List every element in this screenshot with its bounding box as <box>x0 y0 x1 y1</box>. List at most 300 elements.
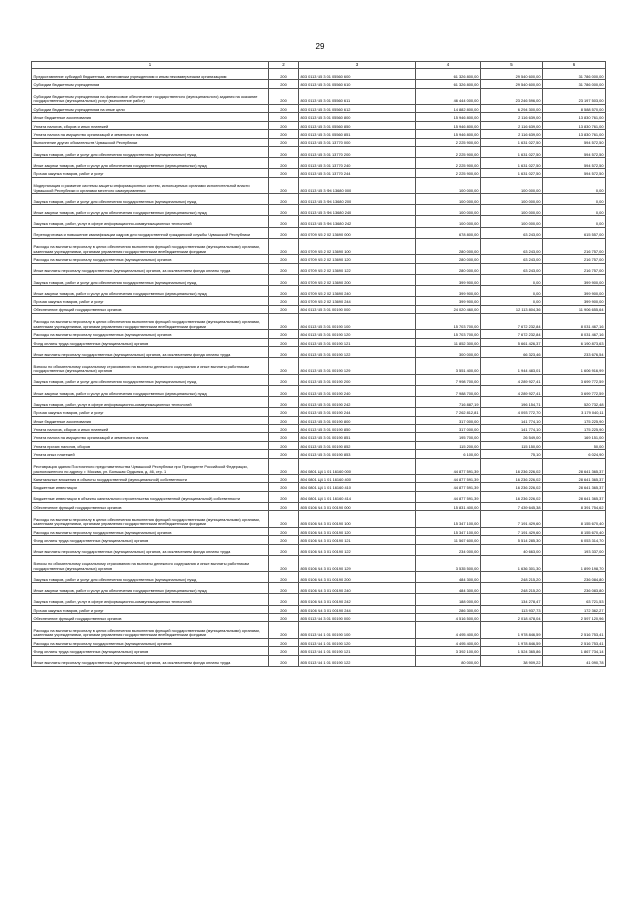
approved-amount-cell: 14 882 800,00 <box>416 104 481 112</box>
approved-amount-cell: 2 225 900,00 <box>416 138 481 146</box>
approved-amount-cell: 286 300,00 <box>416 605 481 613</box>
line-code-cell: 200 <box>269 655 299 666</box>
unexecuted-amount-cell: 172 362,27 <box>543 605 606 613</box>
classification-code-cell: 803 0113 Ч5 3 01 13770 244 <box>299 169 416 177</box>
approved-amount-cell: 3 551 400,00 <box>416 358 481 374</box>
row-name-cell: Уплата налога на имущество организаций и земельного налога <box>32 433 269 441</box>
row-name-cell: Иные выплаты персоналу государственных (муниципальных) органов, за исключением фонда оплаты труда <box>32 347 269 358</box>
table-row <box>32 297 606 305</box>
approved-amount-cell: 678 800,00 <box>416 227 481 238</box>
classification-code-cell: 804 0113 Ч5 3 01 00190 850 <box>299 425 416 433</box>
line-code-cell: 200 <box>269 638 299 646</box>
column-header: 3 <box>299 62 416 69</box>
unexecuted-amount-cell: 1 867 734,14 <box>543 647 606 655</box>
executed-amount-cell: 1 631 027,50 <box>481 138 543 146</box>
classification-code-cell: 803 0709 Ч5 2 02 13690 200 <box>299 274 416 285</box>
unexecuted-amount-cell: 3 699 772,59 <box>543 374 606 385</box>
approved-amount-cell: 484 300,00 <box>416 583 481 594</box>
row-name-cell: Расходы на выплаты персоналу в целях обеспечения выполнения функций государственными (муниципальными) органами, казенными учреждениями, органами управления государственными внебюджетными фондами <box>32 238 269 254</box>
row-name-cell: Выполнение других обязательств Чувашской Республики <box>32 138 269 146</box>
row-name-cell: Закупка товаров, работ и услуг для обеспечения государственных (муниципальных) нужд <box>32 194 269 205</box>
table-row <box>32 491 606 502</box>
line-code-cell: 200 <box>269 216 299 227</box>
table-header-row <box>32 62 606 69</box>
row-name-cell: Уплата налогов, сборов и иных платежей <box>32 425 269 433</box>
row-name-cell: Субсидии бюджетным учреждениям на иные цели <box>32 104 269 112</box>
line-code-cell: 200 <box>269 572 299 583</box>
approved-amount-cell: 716 887,19 <box>416 397 481 408</box>
approved-amount-cell: 317 000,00 <box>416 425 481 433</box>
approved-amount-cell: 2 225 900,00 <box>416 158 481 169</box>
classification-code-cell: 805 0113 Ч4 1 01 00190 122 <box>299 655 416 666</box>
table-row <box>32 305 606 313</box>
classification-code-cell: 804 0113 Ч5 3 01 00190 000 <box>299 305 416 313</box>
table-row <box>32 555 606 571</box>
row-name-cell: Фонд оплаты труда государственных (муниципальных) органов <box>32 647 269 655</box>
approved-amount-cell: 11 567 600,00 <box>416 536 481 544</box>
line-code-cell: 200 <box>269 408 299 416</box>
table-row <box>32 177 606 193</box>
column-header: 1 <box>32 62 269 69</box>
classification-code-cell: 803 0113 Ч5 3 01 05560 611 <box>299 88 416 104</box>
classification-code-cell: 804 0113 Ч5 3 01 00190 851 <box>299 433 416 441</box>
line-code-cell: 200 <box>269 347 299 358</box>
row-name-cell: Иные закупки товаров, работ и услуг для обеспечения государственных (муниципальных) нужд <box>32 285 269 296</box>
line-code-cell: 200 <box>269 177 299 193</box>
approved-amount-cell: 3 392 100,00 <box>416 647 481 655</box>
line-code-cell: 200 <box>269 647 299 655</box>
executed-amount-cell: 26 549,00 <box>481 433 543 441</box>
table-row <box>32 475 606 483</box>
executed-amount-cell: 63 243,00 <box>481 227 543 238</box>
line-code-cell: 200 <box>269 305 299 313</box>
table-row <box>32 263 606 274</box>
executed-amount-cell: 2 018 478,04 <box>481 614 543 622</box>
approved-amount-cell: 300 000,00 <box>416 347 481 358</box>
table-row <box>32 274 606 285</box>
classification-code-cell: 803 0113 Ч5 3 Ф4 13680 242 <box>299 216 416 227</box>
unexecuted-amount-cell: 2 516 753,41 <box>543 638 606 646</box>
table-row <box>32 69 606 80</box>
approved-amount-cell: 399 900,00 <box>416 274 481 285</box>
row-name-cell: Закупка товаров, работ, услуг в сфере информационно-коммуникационных технологий <box>32 397 269 408</box>
executed-amount-cell: 23 246 596,00 <box>481 88 543 104</box>
approved-amount-cell: 4 495 400,00 <box>416 638 481 646</box>
unexecuted-amount-cell: 31 786 000,00 <box>543 69 606 80</box>
table-row <box>32 583 606 594</box>
table-row <box>32 605 606 613</box>
table-row <box>32 338 606 346</box>
row-name-cell: Уплата налога на имущество организаций и земельного налога <box>32 130 269 138</box>
executed-amount-cell: 16 236 226,02 <box>481 491 543 502</box>
unexecuted-amount-cell: 216 757,00 <box>543 255 606 263</box>
line-code-cell: 200 <box>269 483 299 491</box>
table-row <box>32 450 606 458</box>
table-row <box>32 169 606 177</box>
unexecuted-amount-cell: 13 830 761,00 <box>543 130 606 138</box>
column-header: 5 <box>481 62 543 69</box>
executed-amount-cell: 2 116 639,00 <box>481 121 543 129</box>
executed-amount-cell: 38 909,22 <box>481 655 543 666</box>
line-code-cell: 200 <box>269 138 299 146</box>
line-code-cell: 200 <box>269 80 299 88</box>
executed-amount-cell: 16 236 226,02 <box>481 483 543 491</box>
table-row <box>32 638 606 646</box>
executed-amount-cell: 63 243,00 <box>481 255 543 263</box>
line-code-cell: 200 <box>269 594 299 605</box>
classification-code-cell: 804 0801 Ц4 1 01 16160 410 <box>299 483 416 491</box>
table-row <box>32 121 606 129</box>
row-name-cell: Бюджетные инвестиции <box>32 483 269 491</box>
approved-amount-cell: 6 100,00 <box>416 450 481 458</box>
row-name-cell: Прочая закупка товаров, работ и услуг <box>32 297 269 305</box>
line-code-cell: 200 <box>269 205 299 216</box>
table-row <box>32 80 606 88</box>
row-name-cell: Иные выплаты персоналу государственных (муниципальных) органов, за исключением фонда оплаты труда <box>32 544 269 555</box>
approved-amount-cell: 46 444 000,00 <box>416 88 481 104</box>
classification-code-cell: 803 0113 Ч5 3 01 05560 800 <box>299 113 416 121</box>
unexecuted-amount-cell: 8 031 467,16 <box>543 330 606 338</box>
row-name-cell: Иные закупки товаров, работ и услуг для обеспечения государственных (муниципальных) нужд <box>32 385 269 396</box>
row-name-cell: Иные бюджетные ассигнования <box>32 113 269 121</box>
unexecuted-amount-cell: 236 083,80 <box>543 583 606 594</box>
classification-code-cell: 803 0113 Ч5 3 01 05560 612 <box>299 104 416 112</box>
line-code-cell: 200 <box>269 227 299 238</box>
classification-code-cell: 803 0113 Ч5 3 Ф4 13680 000 <box>299 177 416 193</box>
row-name-cell: Субсидии бюджетным учреждениям на финансовое обеспечение государственного (муниципального) задания на оказание государственных (муниципальных) услуг (выполнение работ) <box>32 88 269 104</box>
approved-amount-cell: 100 000,00 <box>416 177 481 193</box>
unexecuted-amount-cell: 236 084,80 <box>543 572 606 583</box>
executed-amount-cell: 196 154,71 <box>481 397 543 408</box>
table-row <box>32 544 606 555</box>
unexecuted-amount-cell: 193 337,00 <box>543 544 606 555</box>
executed-amount-cell: 134 278,47 <box>481 594 543 605</box>
executed-amount-cell: 141 774,10 <box>481 416 543 424</box>
row-name-cell: Расходы на выплаты персоналу в целях обеспечения выполнения функций государственными (муниципальными) органами, казенными учреждениями, органами управления государственными внебюджетными фондами <box>32 622 269 638</box>
unexecuted-amount-cell: 13 830 761,00 <box>543 113 606 121</box>
line-code-cell: 200 <box>269 425 299 433</box>
approved-amount-cell: 2 225 900,00 <box>416 146 481 157</box>
table-row <box>32 138 606 146</box>
executed-amount-cell: 248 215,20 <box>481 572 543 583</box>
line-code-cell: 200 <box>269 113 299 121</box>
table-row <box>32 130 606 138</box>
approved-amount-cell: 100 000,00 <box>416 216 481 227</box>
unexecuted-amount-cell: 1 899 198,70 <box>543 555 606 571</box>
unexecuted-amount-cell: 2 597 120,96 <box>543 614 606 622</box>
executed-amount-cell: 0,00 <box>481 285 543 296</box>
unexecuted-amount-cell: 594 572,50 <box>543 146 606 157</box>
executed-amount-cell: 1 631 027,50 <box>481 146 543 157</box>
line-code-cell: 200 <box>269 238 299 254</box>
approved-amount-cell: 115 200,00 <box>416 441 481 449</box>
unexecuted-amount-cell: 50,00 <box>543 441 606 449</box>
row-name-cell: Расходы на выплаты персоналу государственных (муниципальных) органов <box>32 330 269 338</box>
table-row <box>32 416 606 424</box>
row-name-cell: Фонд оплаты труда государственных (муниципальных) органов <box>32 338 269 346</box>
unexecuted-amount-cell: 399 900,00 <box>543 274 606 285</box>
approved-amount-cell: 484 300,00 <box>416 572 481 583</box>
row-name-cell: Капитальные вложения в объекты государственной (муниципальной) собственности <box>32 475 269 483</box>
table-row <box>32 216 606 227</box>
approved-amount-cell: 100 000,00 <box>416 205 481 216</box>
executed-amount-cell: 1 631 027,50 <box>481 169 543 177</box>
executed-amount-cell: 0,00 <box>481 274 543 285</box>
classification-code-cell: 804 0113 Ч5 3 01 00190 122 <box>299 347 416 358</box>
unexecuted-amount-cell: 41 090,78 <box>543 655 606 666</box>
classification-code-cell: 804 0113 Ч5 3 01 00190 100 <box>299 313 416 329</box>
classification-code-cell: 803 0113 Ч5 3 01 05560 600 <box>299 69 416 80</box>
approved-amount-cell: 100 000,00 <box>416 194 481 205</box>
classification-code-cell: 805 0106 Ч4 3 01 00190 242 <box>299 594 416 605</box>
executed-amount-cell: 40 663,00 <box>481 544 543 555</box>
line-code-cell: 200 <box>269 622 299 638</box>
classification-code-cell: 804 0113 Ч5 3 01 00190 852 <box>299 441 416 449</box>
executed-amount-cell: 4 289 927,41 <box>481 385 543 396</box>
table-row <box>32 88 606 104</box>
approved-amount-cell: 44 877 591,39 <box>416 475 481 483</box>
line-code-cell: 200 <box>269 169 299 177</box>
approved-amount-cell: 7 262 812,81 <box>416 408 481 416</box>
line-code-cell: 200 <box>269 511 299 527</box>
classification-code-cell: 805 0106 Ч4 3 01 00190 121 <box>299 536 416 544</box>
line-code-cell: 200 <box>269 536 299 544</box>
table-row <box>32 511 606 527</box>
line-code-cell: 200 <box>269 69 299 80</box>
classification-code-cell: 805 0106 Ч4 3 01 00190 200 <box>299 572 416 583</box>
executed-amount-cell: 7 191 429,60 <box>481 527 543 535</box>
table-row <box>32 647 606 655</box>
classification-code-cell: 804 0113 Ч5 3 01 00190 240 <box>299 385 416 396</box>
unexecuted-amount-cell: 0,00 <box>543 177 606 193</box>
table-row <box>32 614 606 622</box>
row-name-cell: Субсидии бюджетным учреждениям <box>32 80 269 88</box>
unexecuted-amount-cell: 0,00 <box>543 205 606 216</box>
executed-amount-cell: 7 672 232,84 <box>481 330 543 338</box>
line-code-cell: 200 <box>269 121 299 129</box>
row-name-cell: Расходы на выплаты персоналу в целях обеспечения выполнения функций государственными (муниципальными) органами, казенными учреждениями, органами управления государственными внебюджетными фондами <box>32 313 269 329</box>
unexecuted-amount-cell: 169 151,00 <box>543 433 606 441</box>
unexecuted-amount-cell: 175 225,90 <box>543 425 606 433</box>
line-code-cell: 200 <box>269 544 299 555</box>
executed-amount-cell: 75,10 <box>481 450 543 458</box>
approved-amount-cell: 4 516 500,00 <box>416 614 481 622</box>
row-name-cell: Закупка товаров, работ и услуг для обеспечения государственных (муниципальных) нужд <box>32 274 269 285</box>
executed-amount-cell: 100 000,00 <box>481 194 543 205</box>
unexecuted-amount-cell: 3 699 772,59 <box>543 385 606 396</box>
row-name-cell: Иные выплаты персоналу государственных (муниципальных) органов, за исключением фонда оплаты труда <box>32 263 269 274</box>
row-name-cell: Фонд оплаты труда государственных (муниципальных) органов <box>32 536 269 544</box>
row-name-cell: Модернизация и развитие системы защиты информационных систем, используемых органами исполнительной власти Чувашской Республики и органами местного самоуправления <box>32 177 269 193</box>
unexecuted-amount-cell: 3 179 040,11 <box>543 408 606 416</box>
executed-amount-cell: 0,00 <box>481 297 543 305</box>
classification-code-cell: 803 0113 Ч5 3 01 05560 850 <box>299 121 416 129</box>
unexecuted-amount-cell: 13 830 761,00 <box>543 121 606 129</box>
classification-code-cell: 805 0113 Ч4 1 01 00190 120 <box>299 638 416 646</box>
line-code-cell: 200 <box>269 433 299 441</box>
table-row <box>32 458 606 474</box>
executed-amount-cell: 100 000,00 <box>481 205 543 216</box>
table-row <box>32 194 606 205</box>
unexecuted-amount-cell: 0,00 <box>543 216 606 227</box>
row-name-cell: Иные закупки товаров, работ и услуг для обеспечения государственных (муниципальных) нужд <box>32 205 269 216</box>
approved-amount-cell: 15 703 700,00 <box>416 330 481 338</box>
table-row <box>32 113 606 121</box>
approved-amount-cell: 15 347 100,00 <box>416 527 481 535</box>
classification-code-cell: 805 0106 Ч4 3 01 00190 122 <box>299 544 416 555</box>
approved-amount-cell: 44 877 591,39 <box>416 483 481 491</box>
unexecuted-amount-cell: 233 676,54 <box>543 347 606 358</box>
unexecuted-amount-cell: 594 572,50 <box>543 169 606 177</box>
classification-code-cell: 805 0113 Ч4 3 01 00190 000 <box>299 614 416 622</box>
line-code-cell: 200 <box>269 555 299 571</box>
unexecuted-amount-cell: 28 641 365,37 <box>543 483 606 491</box>
table-row <box>32 358 606 374</box>
table-row <box>32 433 606 441</box>
line-code-cell: 200 <box>269 285 299 296</box>
approved-amount-cell: 44 877 591,39 <box>416 458 481 474</box>
line-code-cell: 200 <box>269 450 299 458</box>
unexecuted-amount-cell: 23 197 503,00 <box>543 88 606 104</box>
executed-amount-cell: 29 540 600,00 <box>481 80 543 88</box>
line-code-cell: 200 <box>269 146 299 157</box>
executed-amount-cell: 63 243,00 <box>481 263 543 274</box>
classification-code-cell: 803 0113 Ч5 3 Ф4 13680 200 <box>299 194 416 205</box>
executed-amount-cell: 115 150,00 <box>481 441 543 449</box>
unexecuted-amount-cell: 216 757,00 <box>543 263 606 274</box>
executed-amount-cell: 1 631 027,50 <box>481 158 543 169</box>
classification-code-cell: 804 0113 Ч5 3 01 00190 120 <box>299 330 416 338</box>
unexecuted-amount-cell: 1 606 916,99 <box>543 358 606 374</box>
row-name-cell: Расходы на выплаты персоналу государственных (муниципальных) органов <box>32 527 269 535</box>
table-row <box>32 572 606 583</box>
line-code-cell: 200 <box>269 338 299 346</box>
classification-code-cell: 804 0113 Ч5 3 01 00190 129 <box>299 358 416 374</box>
approved-amount-cell: 280 000,00 <box>416 263 481 274</box>
executed-amount-cell: 4 289 927,41 <box>481 374 543 385</box>
line-code-cell: 200 <box>269 583 299 594</box>
classification-code-cell: 803 0709 Ч5 2 02 13690 244 <box>299 297 416 305</box>
table-row <box>32 146 606 157</box>
row-name-cell: Закупка товаров, работ и услуг для обеспечения государственных (муниципальных) нужд <box>32 572 269 583</box>
unexecuted-amount-cell: 31 786 000,00 <box>543 80 606 88</box>
unexecuted-amount-cell: 8 588 570,00 <box>543 104 606 112</box>
approved-amount-cell: 11 852 300,00 <box>416 338 481 346</box>
executed-amount-cell: 7 191 429,60 <box>481 511 543 527</box>
executed-amount-cell: 16 236 226,02 <box>481 475 543 483</box>
executed-amount-cell: 2 116 639,00 <box>481 113 543 121</box>
table-row <box>32 527 606 535</box>
line-code-cell: 200 <box>269 104 299 112</box>
approved-amount-cell: 4 495 400,00 <box>416 622 481 638</box>
row-name-cell: Расходы на выплаты персоналу государственных (муниципальных) органов <box>32 255 269 263</box>
unexecuted-amount-cell: 594 572,50 <box>543 138 606 146</box>
table-row <box>32 313 606 329</box>
approved-amount-cell: 61 326 800,00 <box>416 80 481 88</box>
column-header: 4 <box>416 62 481 69</box>
executed-amount-cell: 113 937,73 <box>481 605 543 613</box>
row-name-cell: Уплата иных платежей <box>32 450 269 458</box>
unexecuted-amount-cell: 8 155 670,40 <box>543 511 606 527</box>
row-name-cell: Прочая закупка товаров, работ и услуг <box>32 408 269 416</box>
classification-code-cell: 803 0113 Ч5 3 01 05560 610 <box>299 80 416 88</box>
line-code-cell: 200 <box>269 416 299 424</box>
classification-code-cell: 805 0106 Ч4 3 01 00190 244 <box>299 605 416 613</box>
unexecuted-amount-cell: 8 155 670,40 <box>543 527 606 535</box>
line-code-cell: 200 <box>269 614 299 622</box>
approved-amount-cell: 280 000,00 <box>416 255 481 263</box>
approved-amount-cell: 15 347 100,00 <box>416 511 481 527</box>
line-code-cell: 200 <box>269 88 299 104</box>
row-name-cell: Закупка товаров, работ и услуг для обеспечения государственных (муниципальных) нужд <box>32 146 269 157</box>
executed-amount-cell: 248 215,20 <box>481 583 543 594</box>
table-row <box>32 397 606 408</box>
approved-amount-cell: 280 000,00 <box>416 238 481 254</box>
line-code-cell: 200 <box>269 475 299 483</box>
classification-code-cell: 804 0113 Ч5 3 01 00190 121 <box>299 338 416 346</box>
executed-amount-cell: 1 524 365,86 <box>481 647 543 655</box>
classification-code-cell: 805 0106 Ч4 3 01 00190 100 <box>299 511 416 527</box>
column-header: 2 <box>269 62 299 69</box>
row-name-cell: Бюджетные инвестиции в объекты капитального строительства государственной (муниципальной) собственности <box>32 491 269 502</box>
executed-amount-cell: 12 113 804,36 <box>481 305 543 313</box>
table-row <box>32 483 606 491</box>
table-row <box>32 227 606 238</box>
row-name-cell: Взносы по обязательному социальному страхованию на выплаты денежного содержания и иные выплаты работникам государственных (муниципальных) органов <box>32 555 269 571</box>
unexecuted-amount-cell: 6 024,90 <box>543 450 606 458</box>
unexecuted-amount-cell: 399 900,00 <box>543 297 606 305</box>
approved-amount-cell: 61 326 800,00 <box>416 69 481 80</box>
row-name-cell: Обеспечение функций государственных органов <box>32 305 269 313</box>
executed-amount-cell: 7 439 645,38 <box>481 502 543 510</box>
table-row <box>32 536 606 544</box>
unexecuted-amount-cell: 399 900,00 <box>543 285 606 296</box>
approved-amount-cell: 234 000,00 <box>416 544 481 555</box>
unexecuted-amount-cell: 615 557,00 <box>543 227 606 238</box>
line-code-cell: 200 <box>269 458 299 474</box>
table-row <box>32 622 606 638</box>
executed-amount-cell: 7 672 232,84 <box>481 313 543 329</box>
table-row <box>32 441 606 449</box>
classification-code-cell: 804 0113 Ч5 3 01 00190 244 <box>299 408 416 416</box>
classification-code-cell: 803 0709 Ч5 2 02 13690 240 <box>299 285 416 296</box>
unexecuted-amount-cell: 28 641 365,37 <box>543 458 606 474</box>
line-code-cell: 200 <box>269 255 299 263</box>
table-row <box>32 385 606 396</box>
page-number: 29 <box>315 42 325 51</box>
unexecuted-amount-cell: 175 225,90 <box>543 416 606 424</box>
approved-amount-cell: 15 946 800,00 <box>416 121 481 129</box>
row-name-cell: Предоставление субсидий бюджетным, автономным учреждениям и иным некоммерческим организациям <box>32 69 269 80</box>
classification-code-cell: 803 0113 Ч5 3 01 13770 000 <box>299 138 416 146</box>
approved-amount-cell: 24 020 460,00 <box>416 305 481 313</box>
row-name-cell: Прочая закупка товаров, работ и услуг <box>32 169 269 177</box>
classification-code-cell: 804 0113 Ч5 3 01 00190 800 <box>299 416 416 424</box>
row-name-cell: Иные закупки товаров, работ и услуг для обеспечения государственных (муниципальных) нужд <box>32 158 269 169</box>
table-row <box>32 205 606 216</box>
approved-amount-cell: 44 877 591,39 <box>416 491 481 502</box>
executed-amount-cell: 1 944 483,01 <box>481 358 543 374</box>
approved-amount-cell: 15 703 700,00 <box>416 313 481 329</box>
table-row <box>32 408 606 416</box>
row-name-cell: Переподготовка и повышение квалификации кадров для государственной гражданской службы Чувашской Республики <box>32 227 269 238</box>
classification-code-cell: 803 0113 Ч5 3 01 13770 240 <box>299 158 416 169</box>
row-name-cell: Иные выплаты персоналу государственных (муниципальных) органов, за исключением фонда оплаты труда <box>32 655 269 666</box>
approved-amount-cell: 195 700,00 <box>416 433 481 441</box>
budget-execution-table <box>31 61 606 667</box>
row-name-cell: Уплата налогов, сборов и иных платежей <box>32 121 269 129</box>
line-code-cell: 200 <box>269 385 299 396</box>
